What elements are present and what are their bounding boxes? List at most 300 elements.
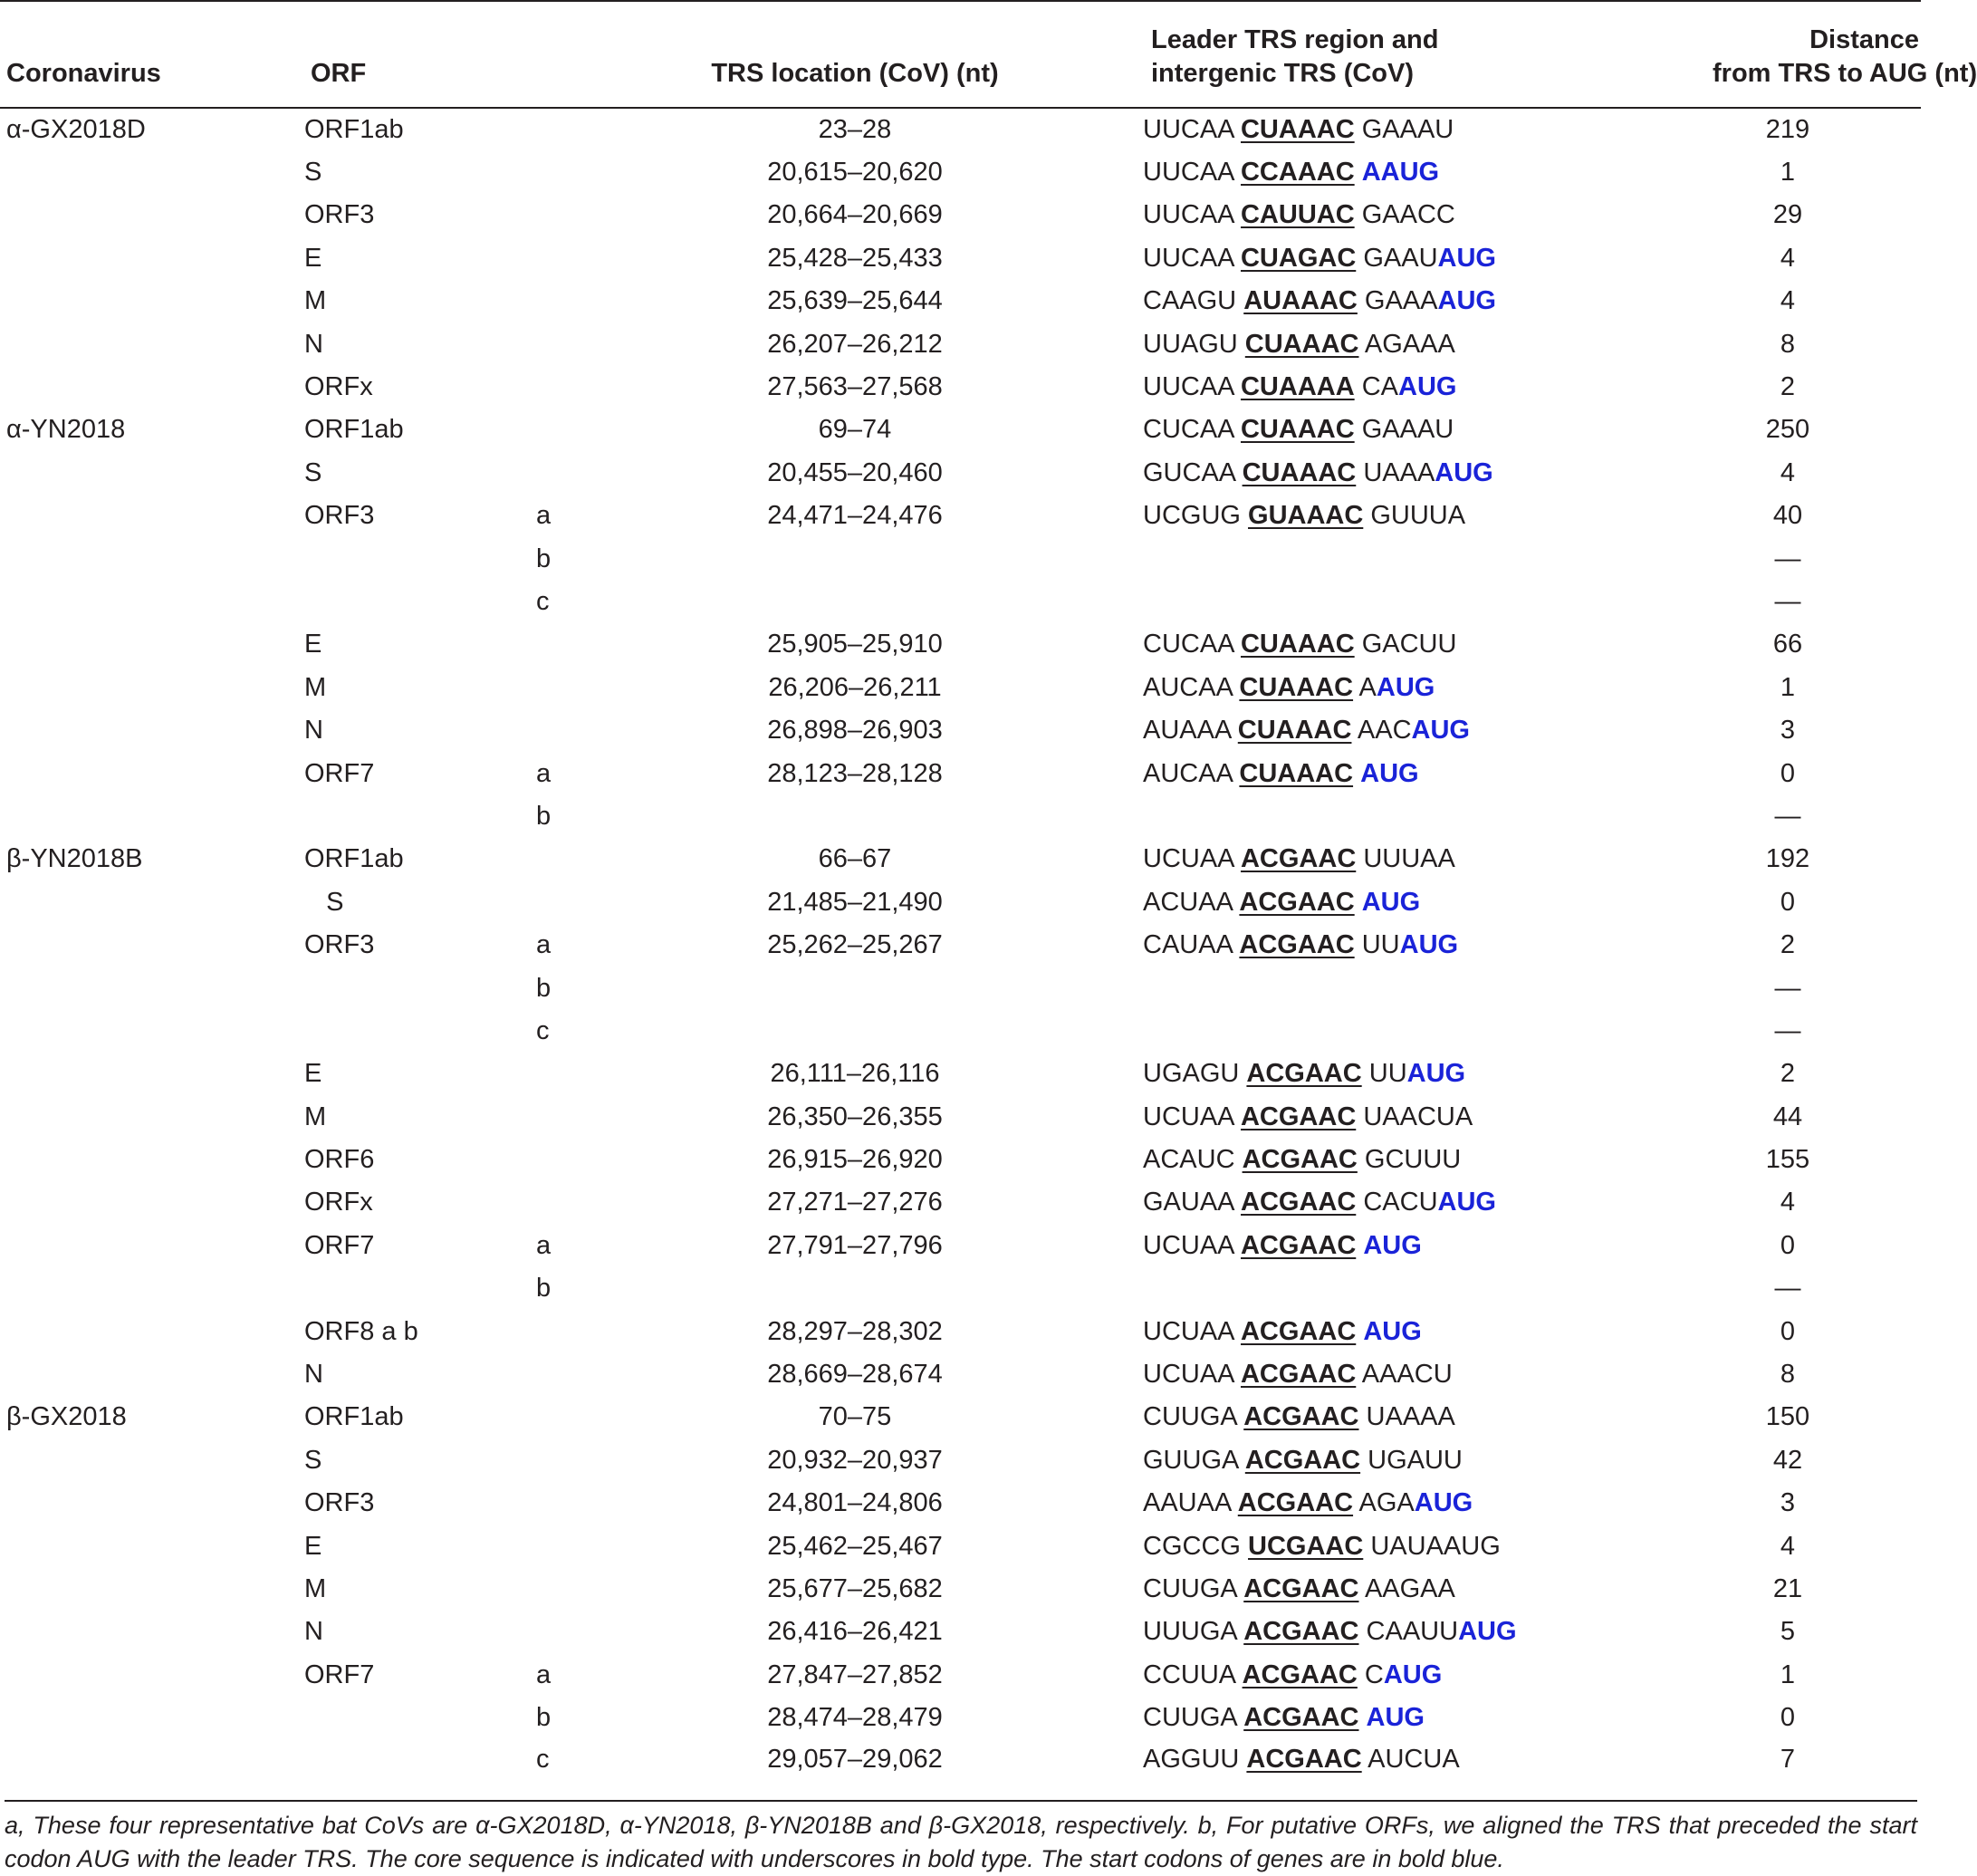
trs-suffix (1355, 888, 1362, 917)
trs-suffix: AAC (1351, 716, 1412, 746)
distance-cell: 40 (1772, 501, 1803, 531)
table-row (0, 150, 1921, 193)
trs-prefix: UCGUG (1143, 501, 1241, 531)
start-codon: AUG (1383, 1660, 1443, 1689)
orf-cell: ORF3 (304, 200, 375, 230)
trs-suffix: AGAAA (1358, 329, 1455, 359)
orf-cell: ORF3 (304, 501, 375, 531)
trs-core-sequence: ACGAAC (1244, 1445, 1361, 1475)
trs-suffix: UAUAAUG (1363, 1531, 1501, 1561)
trs-core-sequence: ACGAAC (1242, 1660, 1358, 1689)
leader-trs-cell (1035, 1009, 1713, 1052)
trs-prefix: CGCCG (1143, 1531, 1241, 1561)
coronavirus-cell (0, 1352, 304, 1395)
leader-trs-cell (1035, 1653, 1713, 1696)
orf-subtype-cell: a (536, 501, 552, 531)
table-row (0, 1696, 1921, 1738)
table-row (0, 967, 1921, 1009)
distance-cell: 155 (1765, 1145, 1810, 1175)
orf-subtype-cell (520, 280, 675, 322)
orf-cell: ORF7 (304, 1660, 375, 1689)
orf-cell (304, 1696, 520, 1738)
orf-subtype-cell (520, 623, 675, 666)
trs-location-cell (675, 580, 1035, 622)
trs-location-cell: 28,123–28,128 (767, 758, 943, 788)
orf-cell: M (304, 286, 327, 316)
trs-prefix: UGAGU (1143, 1059, 1240, 1089)
table-row (0, 1053, 1921, 1095)
trs-prefix: CAAGU (1143, 286, 1237, 316)
leader-trs-cell (1035, 150, 1713, 193)
trs-core-sequence: ACGAAC (1243, 1402, 1359, 1432)
table-row (0, 537, 1921, 580)
orf-subtype-cell: a (536, 930, 552, 960)
distance-cell: — (1774, 1015, 1801, 1045)
coronavirus-cell (0, 365, 304, 408)
trs-suffix: GAACC (1354, 200, 1455, 230)
trs-prefix: UCUAA (1143, 1230, 1233, 1260)
trs-core-sequence: UCGAAC (1248, 1531, 1364, 1561)
trs-location-cell: 26,111–26,116 (770, 1059, 940, 1089)
orf-cell: N (304, 329, 323, 359)
orf-cell: ORF1ab (304, 1402, 404, 1432)
orf-subtype-cell (520, 108, 675, 150)
orf-subtype-cell (520, 150, 675, 193)
table-row (0, 1310, 1921, 1352)
table-row (0, 236, 1921, 279)
table-row (0, 365, 1921, 408)
header-orf: ORF (304, 1, 520, 108)
trs-location-cell: 26,206–26,211 (768, 672, 942, 702)
trs-location-cell (675, 1267, 1035, 1310)
table-row (0, 794, 1921, 837)
orf-subtype-cell (520, 1138, 675, 1180)
start-codon: AAUG (1361, 158, 1440, 188)
table-row (0, 1567, 1921, 1610)
trs-suffix: CAAUU (1358, 1617, 1459, 1647)
trs-core-sequence: ACGAAC (1243, 1703, 1359, 1733)
orf-cell (304, 1267, 520, 1310)
leader-trs-cell (1035, 1739, 1713, 1782)
trs-prefix: AAUAA (1143, 1488, 1231, 1518)
trs-prefix: UUCAA (1143, 200, 1233, 230)
coronavirus-cell (0, 1739, 304, 1782)
trs-prefix: UCUAA (1143, 1360, 1233, 1390)
distance-cell: 4 (1780, 1188, 1796, 1217)
trs-location-cell: 23–28 (818, 115, 892, 145)
orf-subtype-cell (520, 708, 675, 751)
trs-suffix: UAAAA (1358, 1402, 1455, 1432)
trs-core-sequence: ACGAAC (1239, 930, 1355, 960)
table-row (0, 1653, 1921, 1696)
leader-trs-cell (1035, 194, 1713, 236)
table-row (0, 923, 1921, 966)
trs-prefix: UCUAA (1143, 844, 1233, 874)
header-spacer (520, 1, 675, 108)
trs-location-cell: 26,416–26,421 (767, 1617, 943, 1647)
orf-subtype-cell (520, 1438, 675, 1481)
trs-core-sequence: ACGAAC (1243, 1617, 1359, 1647)
orf-subtype-cell: b (536, 544, 552, 573)
distance-cell: 1 (1780, 672, 1796, 702)
distance-cell: 21 (1772, 1573, 1803, 1603)
trs-core-sequence: CUAAAC (1239, 672, 1354, 702)
start-codon: AUG (1406, 1059, 1466, 1089)
trs-location-cell: 26,350–26,355 (767, 1102, 943, 1131)
table-row (0, 194, 1921, 236)
start-codon: AUG (1411, 716, 1470, 746)
coronavirus-cell (0, 666, 304, 708)
trs-location-cell: 29,057–29,062 (767, 1744, 943, 1774)
leader-trs-cell (1035, 322, 1713, 365)
trs-prefix: UUCAA (1143, 115, 1233, 145)
table-row (0, 752, 1921, 794)
distance-cell: 44 (1772, 1102, 1803, 1131)
leader-trs-cell (1035, 923, 1713, 966)
trs-core-sequence: AUAAAC (1243, 286, 1358, 316)
distance-cell: 7 (1780, 1744, 1796, 1774)
coronavirus-cell (0, 1653, 304, 1696)
orf-subtype-cell: b (536, 1703, 552, 1733)
trs-suffix: UU (1354, 930, 1400, 960)
trs-suffix: C (1357, 1660, 1384, 1689)
trs-prefix: UUUGA (1143, 1617, 1237, 1647)
leader-trs-cell (1035, 1525, 1713, 1567)
table-row (0, 708, 1921, 751)
trs-location-cell: 28,297–28,302 (767, 1316, 943, 1346)
trs-suffix: UAAA (1356, 457, 1435, 487)
orf-subtype-cell: a (536, 758, 552, 788)
leader-trs-cell (1035, 1138, 1713, 1180)
coronavirus-cell (0, 1438, 304, 1481)
leader-trs-cell (1035, 1352, 1713, 1395)
coronavirus-cell (0, 752, 304, 794)
orf-subtype-cell: c (536, 1015, 550, 1045)
table-row (0, 1267, 1921, 1310)
trs-prefix: GUCAA (1143, 457, 1235, 487)
table-row (0, 580, 1921, 622)
distance-cell: 150 (1765, 1402, 1810, 1432)
table-row (0, 108, 1921, 150)
trs-core-sequence: CUAAAA (1240, 372, 1355, 402)
trs-prefix: AUAAA (1143, 716, 1231, 746)
distance-cell: 3 (1780, 716, 1796, 746)
trs-prefix: GUUGA (1143, 1445, 1238, 1475)
trs-location-cell: 25,428–25,433 (767, 243, 943, 273)
orf-subtype-cell (520, 1482, 675, 1525)
coronavirus-cell (0, 537, 304, 580)
coronavirus-cell (0, 495, 304, 537)
trs-location-cell: 28,474–28,479 (767, 1703, 943, 1733)
leader-trs-cell (1035, 1696, 1713, 1738)
orf-cell: ORF1ab (304, 415, 404, 445)
orf-cell: ORF7 (304, 1230, 375, 1260)
table-body (0, 108, 1921, 1782)
coronavirus-cell (0, 1224, 304, 1266)
leader-trs-cell (1035, 623, 1713, 666)
distance-cell: 8 (1780, 1360, 1796, 1390)
trs-suffix: CACU (1356, 1188, 1438, 1217)
trs-location-cell: 25,905–25,910 (767, 630, 943, 659)
coronavirus-cell (0, 1567, 304, 1610)
orf-subtype-cell (520, 666, 675, 708)
leader-trs-cell (1035, 1396, 1713, 1438)
table-footnote: a, These four representative bat CoVs are α-GX2018D, α-YN2018, β-YN2018B and β-GX2018, respectively. b, For putative ORFs, we aligned the TRS that preceded the start codon AUG with the leader TRS. The core sequence is indicated with underscores in bold type. The start codons of genes are in bold blue. (5, 1800, 1917, 1876)
trs-prefix: CCUUA (1143, 1660, 1235, 1689)
trs-suffix: UGAUU (1360, 1445, 1463, 1475)
leader-trs-cell (1035, 1267, 1713, 1310)
orf-subtype-cell (520, 322, 675, 365)
trs-location-cell: 27,563–27,568 (767, 372, 943, 402)
table-row (0, 1611, 1921, 1653)
orf-subtype-cell: a (536, 1660, 552, 1689)
leader-trs-cell (1035, 1438, 1713, 1481)
trs-location-cell: 70–75 (818, 1402, 892, 1432)
header-leader-trs-line1: Leader TRS region and (1151, 25, 1439, 54)
leader-trs-cell (1035, 1567, 1713, 1610)
distance-cell: 4 (1780, 243, 1796, 273)
table-row (0, 1525, 1921, 1567)
trs-core-sequence: CUAAAC (1240, 630, 1355, 659)
distance-cell: — (1774, 586, 1801, 616)
coronavirus-cell (0, 880, 304, 923)
distance-cell: 0 (1780, 1703, 1796, 1733)
trs-location-cell: 21,485–21,490 (767, 887, 943, 917)
orf-cell (304, 580, 520, 622)
header-trs-location: TRS location (CoV) (nt) (675, 1, 1035, 108)
trs-location-cell: 20,664–20,669 (767, 200, 943, 230)
trs-location-cell: 20,615–20,620 (767, 158, 943, 188)
start-codon: AUG (1437, 243, 1496, 273)
orf-cell: ORF3 (304, 1488, 375, 1518)
coronavirus-cell (0, 923, 304, 966)
orf-subtype-cell (520, 838, 675, 880)
trs-suffix: AUCUA (1361, 1744, 1460, 1774)
leader-trs-cell (1035, 1224, 1713, 1266)
table-row (0, 451, 1921, 494)
trs-prefix: CUCAA (1143, 630, 1233, 659)
distance-cell: 29 (1772, 200, 1803, 230)
trs-suffix (1353, 759, 1360, 788)
trs-location-cell: 20,932–20,937 (767, 1445, 943, 1475)
table-row (0, 495, 1921, 537)
start-codon: AUG (1414, 1488, 1473, 1518)
leader-trs-cell (1035, 495, 1713, 537)
orf-cell: E (304, 243, 322, 273)
coronavirus-cell (0, 1525, 304, 1567)
trs-core-sequence: ACGAAC (1240, 1360, 1357, 1390)
trs-core-sequence: GUAAAC (1248, 501, 1364, 531)
trs-prefix: CUUGA (1143, 1402, 1237, 1432)
orf-cell: ORF7 (304, 758, 375, 788)
header-leader-trs (1035, 1, 1713, 108)
table-row (0, 280, 1921, 322)
trs-prefix: CUUGA (1143, 1703, 1237, 1733)
table-row (0, 1224, 1921, 1266)
coronavirus-cell (0, 322, 304, 365)
distance-cell: 0 (1780, 758, 1796, 788)
distance-cell: 42 (1772, 1445, 1803, 1475)
coronavirus-cell: β-GX2018 (6, 1402, 127, 1432)
start-codon: AUG (1399, 930, 1459, 960)
distance-cell: 1 (1780, 1660, 1796, 1689)
trs-core-sequence: CCAAAC (1240, 158, 1355, 188)
table-row (0, 1482, 1921, 1525)
distance-cell: 66 (1772, 630, 1803, 659)
leader-trs-cell (1035, 666, 1713, 708)
orf-cell: S (304, 158, 322, 188)
orf-cell: ORF8 a b (304, 1316, 418, 1346)
trs-core-sequence: CUAAAC (1239, 758, 1354, 788)
trs-suffix: UAACUA (1356, 1102, 1473, 1131)
orf-cell: ORF3 (304, 930, 375, 960)
table-header-row (0, 1, 1921, 108)
trs-location-cell: 27,791–27,796 (767, 1230, 943, 1260)
orf-cell (304, 967, 520, 1009)
orf-subtype-cell (520, 1352, 675, 1395)
distance-cell: 0 (1780, 1230, 1796, 1260)
distance-cell: 4 (1780, 286, 1796, 316)
trs-location-cell: 69–74 (818, 415, 892, 445)
trs-core-sequence: ACGAAC (1240, 1316, 1357, 1346)
start-codon: AUG (1437, 286, 1496, 316)
orf-cell: N (304, 1617, 323, 1647)
trs-core-sequence: ACGAAC (1240, 1102, 1357, 1131)
trs-location-cell: 26,898–26,903 (767, 716, 943, 746)
orf-subtype-cell (520, 880, 675, 923)
trs-location-cell: 25,262–25,267 (767, 930, 943, 960)
distance-cell: 2 (1780, 1059, 1796, 1089)
trs-location-cell: 24,471–24,476 (767, 501, 943, 531)
trs-core-sequence: CUAAAC (1240, 115, 1355, 145)
trs-location-cell: 24,801–24,806 (767, 1488, 943, 1518)
distance-cell: 250 (1765, 415, 1810, 445)
table-row (0, 880, 1921, 923)
coronavirus-cell: α-YN2018 (6, 415, 126, 445)
leader-trs-cell (1035, 838, 1713, 880)
orf-cell: ORFx (304, 372, 373, 402)
orf-cell (304, 794, 520, 837)
trs-prefix: CUUGA (1143, 1573, 1237, 1603)
trs-prefix: UUCAA (1143, 158, 1233, 188)
start-codon: AUG (1437, 1188, 1496, 1217)
table-row (0, 1396, 1921, 1438)
orf-subtype-cell (520, 451, 675, 494)
trs-prefix: CAUAA (1143, 930, 1233, 960)
table-row (0, 322, 1921, 365)
coronavirus-cell (0, 194, 304, 236)
orf-subtype-cell: c (536, 586, 550, 616)
leader-trs-cell (1035, 1611, 1713, 1653)
trs-prefix: ACAUC (1143, 1145, 1235, 1175)
trs-core-sequence: CUAAAC (1240, 415, 1355, 445)
orf-cell: E (304, 1531, 322, 1561)
trs-suffix: CA (1354, 372, 1398, 402)
trs-location-cell: 25,639–25,644 (767, 286, 943, 316)
distance-cell: — (1774, 1274, 1801, 1304)
leader-trs-cell (1035, 580, 1713, 622)
trs-prefix: UUCAA (1143, 372, 1233, 402)
coronavirus-cell (0, 794, 304, 837)
trs-suffix: AAACU (1356, 1360, 1453, 1390)
trs-prefix: GAUAA (1143, 1188, 1233, 1217)
orf-cell: S (304, 1445, 322, 1475)
orf-cell: E (304, 630, 322, 659)
coronavirus-cell (0, 1696, 304, 1738)
leader-trs-cell (1035, 967, 1713, 1009)
coronavirus-cell (0, 1482, 304, 1525)
start-codon: AUG (1435, 457, 1493, 487)
trs-prefix: AGGUU (1143, 1744, 1240, 1774)
coronavirus-cell (0, 280, 304, 322)
trs-location-cell: 27,847–27,852 (767, 1660, 943, 1689)
table-row (0, 623, 1921, 666)
header-leader-trs-line2: intergenic TRS (CoV) (1151, 59, 1415, 88)
trs-core-sequence: CUAAAC (1237, 716, 1352, 746)
header-distance (1713, 1, 1977, 108)
distance-cell: 1 (1780, 158, 1796, 188)
coronavirus-cell (0, 623, 304, 666)
orf-subtype-cell (520, 1611, 675, 1653)
trs-location-cell: 27,271–27,276 (767, 1188, 943, 1217)
trs-prefix: AUCAA (1143, 672, 1233, 702)
trs-core-sequence: ACGAAC (1240, 1230, 1357, 1260)
orf-subtype-cell (520, 1310, 675, 1352)
trs-suffix: GACUU (1354, 630, 1457, 659)
leader-trs-cell (1035, 1181, 1713, 1224)
table-row (0, 666, 1921, 708)
table-row (0, 1352, 1921, 1395)
trs-prefix: UUCAA (1143, 243, 1233, 273)
trs-core-sequence: CAUUAC (1240, 200, 1355, 230)
coronavirus-cell (0, 1611, 304, 1653)
header-distance-line1: Distance (1809, 25, 1919, 54)
trs-prefix: AUCAA (1143, 758, 1233, 788)
leader-trs-cell (1035, 236, 1713, 279)
orf-cell: M (304, 672, 327, 702)
orf-cell: ORF6 (304, 1145, 375, 1175)
header-distance-line2: from TRS to AUG (nt) (1713, 59, 1977, 88)
trs-suffix: GAAAU (1354, 415, 1454, 445)
orf-cell: M (304, 1573, 327, 1603)
coronavirus-cell (0, 1267, 304, 1310)
trs-core-sequence: ACGAAC (1246, 1059, 1362, 1089)
trs-core-sequence: ACGAAC (1239, 887, 1355, 917)
trs-suffix: AGA (1353, 1488, 1415, 1518)
orf-subtype-cell (520, 365, 675, 408)
header-coronavirus: Coronavirus (0, 1, 304, 108)
leader-trs-cell (1035, 108, 1713, 150)
trs-location-cell: 20,455–20,460 (767, 457, 943, 487)
orf-subtype-cell (520, 1396, 675, 1438)
coronavirus-cell (0, 236, 304, 279)
table-row (0, 1138, 1921, 1180)
distance-cell: 2 (1780, 930, 1796, 960)
trs-suffix: AAGAA (1358, 1573, 1455, 1603)
orf-cell: E (304, 1059, 322, 1089)
start-codon: AUG (1361, 887, 1421, 917)
orf-cell: ORFx (304, 1188, 373, 1217)
distance-cell: 3 (1780, 1488, 1796, 1518)
orf-cell: M (304, 1102, 327, 1131)
trs-core-sequence: CUAGAC (1240, 243, 1357, 273)
distance-cell: 8 (1780, 329, 1796, 359)
orf-cell: ORF1ab (304, 115, 404, 145)
trs-location-cell (675, 794, 1035, 837)
start-codon: AUG (1398, 372, 1457, 402)
leader-trs-cell (1035, 537, 1713, 580)
table-row (0, 409, 1921, 451)
